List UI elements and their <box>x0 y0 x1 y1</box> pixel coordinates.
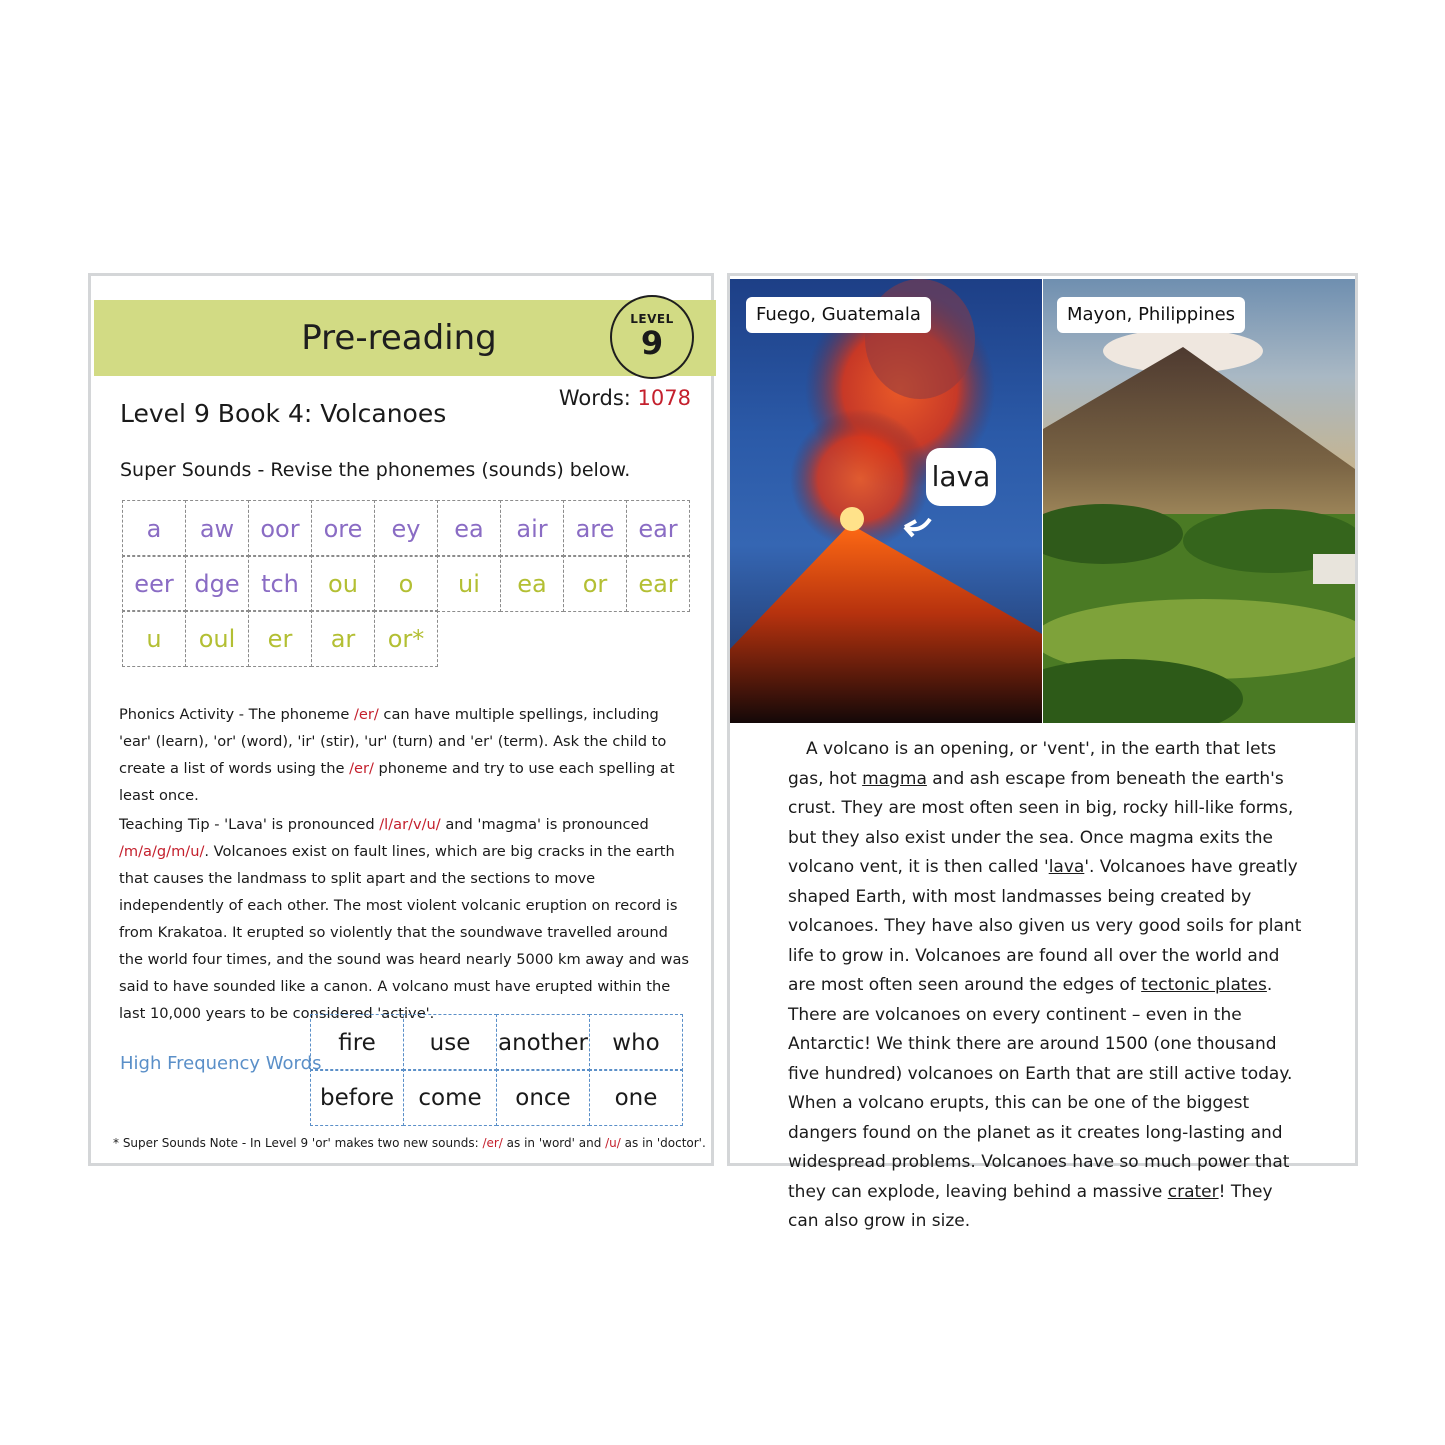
body-text-1: A volcano is an opening, or 'vent', in the earth that lets gas, hot <box>788 739 1277 789</box>
fuego-caption: Fuego, Guatemala <box>746 297 931 333</box>
sound-cell: aw <box>185 500 249 557</box>
vocab-tectonic-plates: tectonic plates <box>1141 975 1267 995</box>
phonics-text-3: phoneme and try to use each spelling at least once. <box>119 760 675 804</box>
word-count <box>559 386 691 410</box>
level-badge <box>610 295 694 379</box>
high-frequency-word: one <box>589 1069 683 1126</box>
left-page <box>88 273 714 1166</box>
sound-cell: oor <box>248 500 312 557</box>
fuego-volcano-photo <box>730 279 1042 723</box>
phoneme-magma: /m/a/g/m/u/ <box>119 843 205 860</box>
note-text-1: * Super Sounds Note - In Level 9 'or' makes two new sounds: <box>113 1136 483 1150</box>
high-frequency-grid <box>310 1014 682 1124</box>
phoneme-er: /er/ <box>353 706 379 723</box>
note-phoneme-er: /er/ <box>482 1136 503 1150</box>
sound-cell: eer <box>122 555 186 612</box>
lava-label-bubble: lava <box>926 448 996 506</box>
vocab-lava: lava <box>1048 857 1085 877</box>
high-frequency-word: fire <box>310 1014 404 1071</box>
sound-cell: ou <box>311 555 375 612</box>
high-frequency-word: come <box>403 1069 497 1126</box>
mayon-caption: Mayon, Philippines <box>1057 297 1245 333</box>
sound-cell: ea <box>437 500 501 557</box>
sound-cell: ar <box>311 610 375 667</box>
teaching-tip-text <box>119 811 694 1027</box>
note-text-3: as in 'doctor'. <box>620 1136 706 1150</box>
tip-text-2: and 'magma' is pronounced <box>440 816 649 833</box>
super-sounds-title: Super Sounds - Revise the phonemes (sounds) below. <box>120 459 631 481</box>
sound-cell: ear <box>626 500 690 557</box>
fuego-volcano-illustration <box>730 279 1042 723</box>
body-text-4: . There are volcanoes on every continent – even in the Antarctic! We think there are around 1500 (one thousand five hundred) volcanoes on Earth that are still active today. When a volcano erupts, this can be one of the biggest dangers found on the planet as it creates long-lasting and widespread problems. Volcanoes have so much power that they can explode, leaving behind a massive <box>788 975 1293 1202</box>
sound-cell: ea <box>500 555 564 612</box>
sound-cell: tch <box>248 555 312 612</box>
vocab-crater: crater <box>1167 1181 1219 1202</box>
vocab-magma: magma <box>862 768 927 789</box>
book-title: Level 9 Book 4: Volcanoes <box>120 399 447 428</box>
sound-cell: or* <box>374 610 438 667</box>
sound-cell: or <box>563 555 627 612</box>
sound-row <box>122 555 689 610</box>
body-text-5: ! They can also grow in size. <box>788 1181 1273 1231</box>
sound-cell: er <box>248 610 312 667</box>
super-sounds-note <box>113 1136 706 1150</box>
page-title: Pre-reading <box>301 318 497 358</box>
phoneme-lava: /l/ar/v/u/ <box>379 816 441 833</box>
words-value: 1078 <box>637 386 691 410</box>
sound-cell: ey <box>374 500 438 557</box>
phonics-text-2: can have multiple spellings, including 'ear' (learn), 'or' (word), 'ir' (stir), 'ur' (turn) and 'er' (term). Ask the child to create a list of words using the <box>119 706 667 777</box>
note-text-2: as in 'word' and <box>502 1136 606 1150</box>
mayon-volcano-photo <box>1043 279 1355 723</box>
sound-cell: a <box>122 500 186 557</box>
sound-cell: o <box>374 555 438 612</box>
sound-cell: u <box>122 610 186 667</box>
super-sounds-grid <box>122 500 689 665</box>
tip-text-1: Teaching Tip - 'Lava' is pronounced <box>119 816 380 833</box>
sound-cell: air <box>500 500 564 557</box>
tip-text-3: . Volcanoes exist on fault lines, which are big cracks in the earth that causes the landmass to split apart and the sections to move independently of each other. The most violent volcanic eruption on record is from Krakatoa. It erupted so violently that the soundwave travelled around the world four times, and the sound was heard nearly 5000 km away and was said to have sounded like a canon. A volcano must have erupted within the last 10,000 years to be considered 'active'. <box>119 843 690 1022</box>
sound-cell: ore <box>311 500 375 557</box>
high-frequency-label: High Frequency Words <box>120 1053 322 1074</box>
high-frequency-word: another <box>496 1014 590 1071</box>
phoneme-er: /er/ <box>349 760 374 777</box>
high-frequency-row <box>310 1069 682 1124</box>
words-label: Words: <box>558 386 631 410</box>
high-frequency-word: before <box>310 1069 404 1126</box>
high-frequency-word: who <box>589 1014 683 1071</box>
sound-cell: ear <box>626 555 690 612</box>
sound-row <box>122 610 689 665</box>
level-label: LEVEL <box>630 312 674 326</box>
high-frequency-word: use <box>403 1014 497 1071</box>
volcano-body-text <box>788 735 1308 1237</box>
body-text-2: and ash escape from beneath the earth's crust. They are most often seen in big, rocky hill-like forms, but they also exist under the sea. Once magma exits the volcano vent, it is then called ' <box>788 768 1294 877</box>
phonics-text-1: Phonics Activity - The phoneme <box>119 706 354 723</box>
high-frequency-row <box>310 1014 682 1069</box>
right-page <box>727 273 1358 1231</box>
sound-cell: dge <box>185 555 249 612</box>
mayon-volcano-illustration <box>1043 279 1355 723</box>
sound-cell: are <box>563 500 627 557</box>
level-number: 9 <box>640 324 664 362</box>
sound-row <box>122 500 689 555</box>
note-phoneme-u: /u/ <box>605 1136 621 1150</box>
phonics-activity-text <box>119 701 694 809</box>
high-frequency-word: once <box>496 1069 590 1126</box>
sound-cell: oul <box>185 610 249 667</box>
body-text-3: '. Volcanoes have greatly shaped Earth, with most landmasses being created by volcanoes. They have also given us very good soils for plant life to grow in. Volcanoes are found all over the world and are most often seen around the edges of <box>788 857 1302 995</box>
sound-cell: ui <box>437 555 501 612</box>
